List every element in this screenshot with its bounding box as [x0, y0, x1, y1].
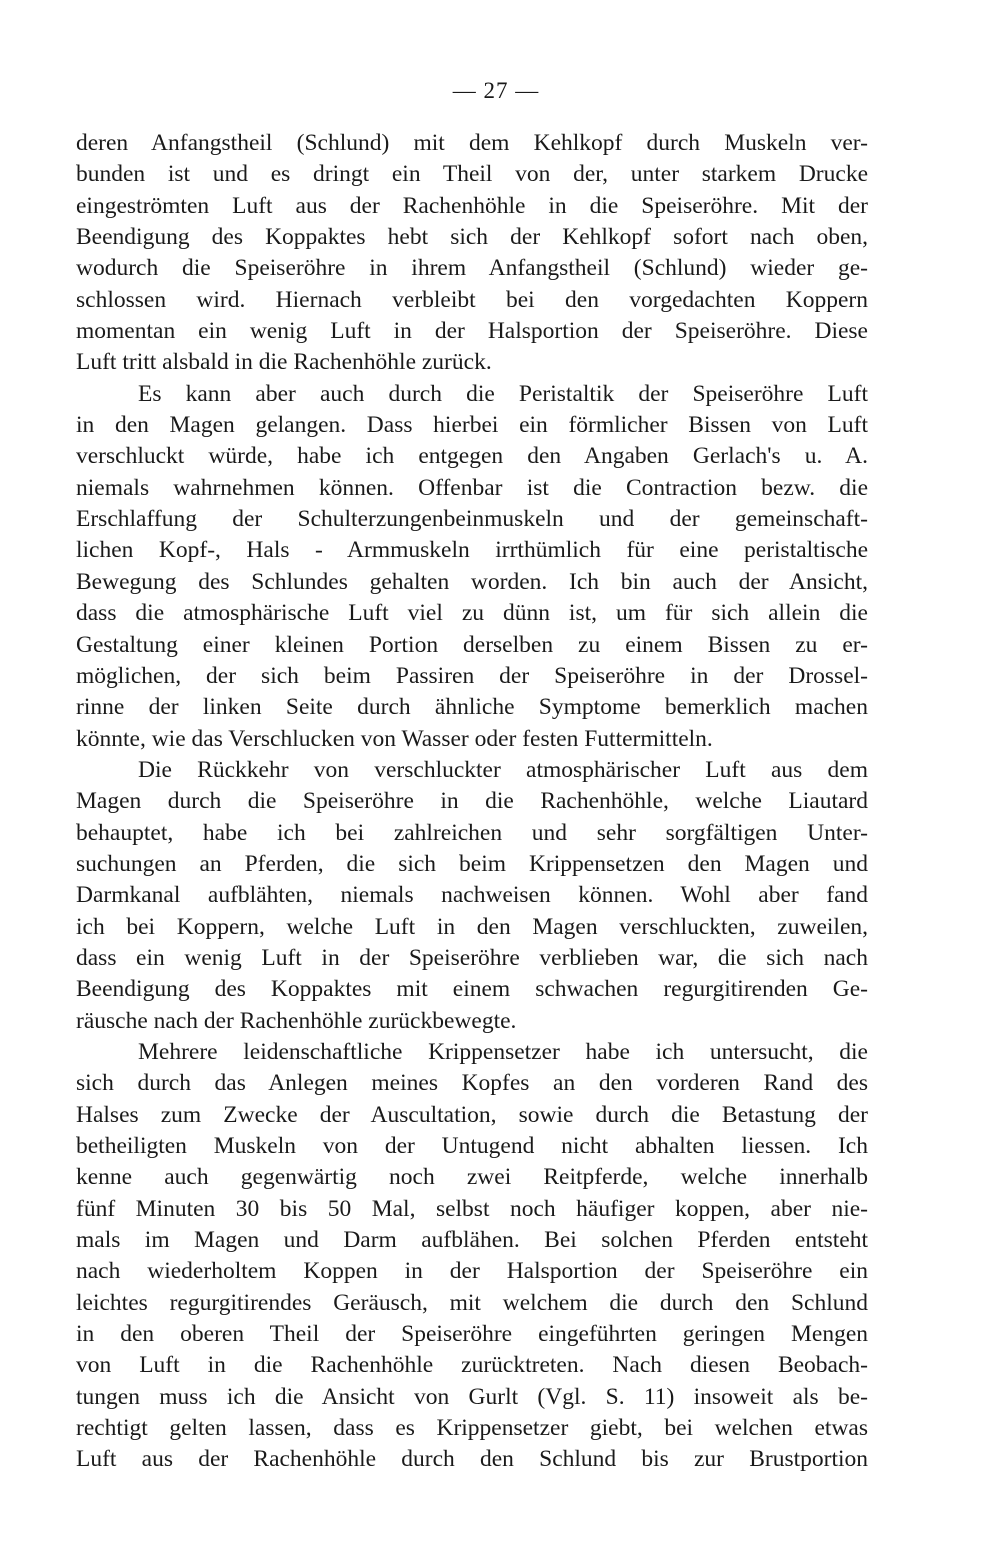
- page-number: — 27 —: [452, 78, 540, 103]
- paragraph-first-line: Mehrere leidenschaftliche Krippensetzer habe ich untersucht, die: [138, 1038, 868, 1065]
- text-line: rechtigt gelten lassen, dass es Krippensetzer giebt, bei welchen etwas: [76, 1415, 868, 1442]
- text-line: nach wiederholtem Koppen in der Halsportion der Speiseröhre ein: [76, 1258, 868, 1285]
- text-line: räusche nach der Rachenhöhle zurückbewegte.: [76, 1007, 517, 1034]
- text-line: eingeströmten Luft aus der Rachenhöhle in die Speiseröhre. Mit der: [76, 192, 868, 219]
- text-line: von Luft in die Rachenhöhle zurücktreten. Nach diesen Beobach-: [76, 1352, 868, 1379]
- text-line: Halses zum Zwecke der Auscultation, sowie durch die Betastung der: [76, 1101, 868, 1128]
- text-line: Erschlaffung der Schulterzungenbeinmuskeln und der gemeinschaft-: [76, 506, 868, 533]
- text-line: könnte, wie das Verschlucken von Wasser oder festen Futtermitteln.: [76, 725, 713, 752]
- text-line: ich bei Koppern, welche Luft in den Magen verschluckten, zuweilen,: [76, 913, 868, 940]
- text-line: Darmkanal aufblähten, niemals nachweisen können. Wohl aber fand: [76, 882, 868, 909]
- text-line: Luft aus der Rachenhöhle durch den Schlund bis zur Brustportion: [76, 1446, 868, 1473]
- text-line: bunden ist und es dringt ein Theil von der, unter starkem Drucke: [76, 161, 868, 188]
- text-line: verschluckt würde, habe ich entgegen den Angaben Gerlach's u. A.: [76, 443, 868, 470]
- text-line: deren Anfangstheil (Schlund) mit dem Kehlkopf durch Muskeln ver-: [76, 130, 868, 156]
- paragraph-first-line: Es kann aber auch durch die Peristaltik der Speiseröhre Luft: [138, 380, 868, 407]
- text-line: leichtes regurgitirendes Geräusch, mit welchem die durch den Schlund: [76, 1289, 868, 1316]
- text-line: behauptet, habe ich bei zahlreichen und sehr sorgfältigen Unter-: [76, 819, 868, 846]
- text-line: dass die atmosphärische Luft viel zu dünn ist, um für sich allein die: [76, 600, 868, 627]
- text-line: betheiligten Muskeln von der Untugend nicht abhalten liessen. Ich: [76, 1133, 868, 1159]
- text-line: Gestaltung einer kleinen Portion derselben zu einem Bissen zu er-: [76, 631, 868, 658]
- text-line: rinne der linken Seite durch ähnliche Symptome bemerklich machen: [76, 694, 868, 721]
- text-line: möglichen, der sich beim Passiren der Speiseröhre in der Drossel-: [76, 662, 868, 689]
- text-line: suchungen an Pferden, die sich beim Krippensetzen den Magen und: [76, 850, 868, 877]
- text-line: Beendigung des Koppaktes mit einem schwachen regurgitirenden Ge-: [76, 976, 868, 1003]
- text-line: Magen durch die Speiseröhre in die Rachenhöhle, welche Liautard: [76, 788, 868, 815]
- paragraph-first-line: Die Rückkehr von verschluckter atmosphärischer Luft aus dem: [138, 756, 868, 783]
- text-line: momentan ein wenig Luft in der Halsportion der Speiseröhre. Diese: [76, 318, 868, 345]
- text-line: sich durch das Anlegen meines Kopfes an den vorderen Rand des: [76, 1070, 868, 1097]
- text-line: Luft tritt alsbald in die Rachenhöhle zurück.: [76, 349, 492, 376]
- text-line: lichen Kopf-, Hals - Armmuskeln irrthümlich für eine peristaltische: [76, 537, 868, 564]
- text-line: niemals wahrnehmen können. Offenbar ist die Contraction bezw. die: [76, 474, 868, 501]
- text-line: schlossen wird. Hiernach verbleibt bei den vorgedachten Koppern: [76, 286, 868, 313]
- text-line: tungen muss ich die Ansicht von Gurlt (Vgl. S. 11) insoweit als be-: [76, 1383, 868, 1410]
- text-line: in den Magen gelangen. Dass hierbei ein förmlicher Bissen von Luft: [76, 412, 868, 439]
- text-line: Beendigung des Koppaktes hebt sich der Kehlkopf sofort nach oben,: [76, 224, 868, 251]
- text-line: in den oberen Theil der Speiseröhre eingeführten geringen Mengen: [76, 1321, 868, 1348]
- text-line: dass ein wenig Luft in der Speiseröhre verblieben war, die sich nach: [76, 944, 868, 971]
- text-line: Bewegung des Schlundes gehalten worden. Ich bin auch der Ansicht,: [76, 568, 868, 595]
- text-line: mals im Magen und Darm aufblähen. Bei solchen Pferden entsteht: [76, 1227, 868, 1254]
- text-line: fünf Minuten 30 bis 50 Mal, selbst noch häufiger koppen, aber nie-: [76, 1195, 868, 1222]
- document-page: [76, 0, 868, 1554]
- body-text: [76, 128, 868, 1476]
- text-line: kenne auch gegenwärtig noch zwei Reitpferde, welche innerhalb: [76, 1164, 868, 1191]
- text-line: wodurch die Speiseröhre in ihrem Anfangstheil (Schlund) wieder ge-: [76, 255, 868, 282]
